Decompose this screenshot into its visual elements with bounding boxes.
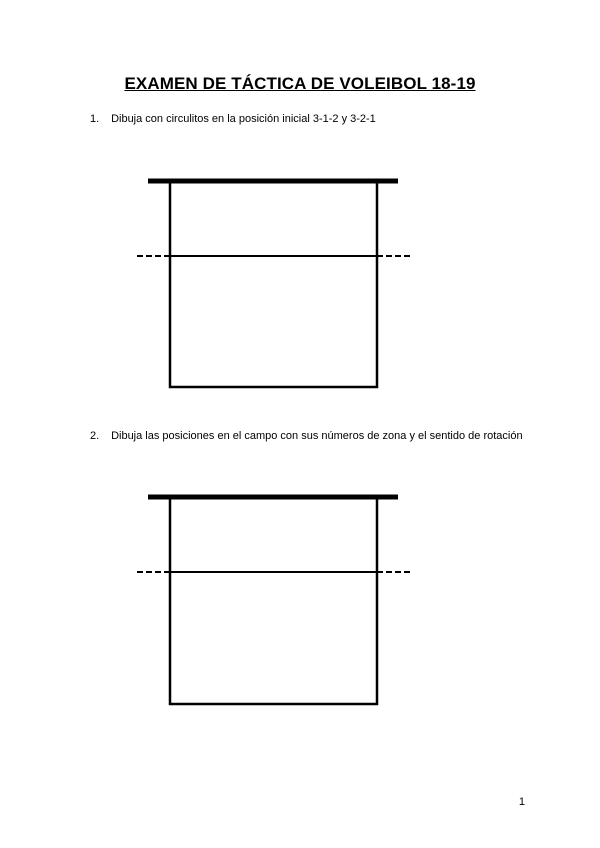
volleyball-court-diagram-1	[0, 170, 600, 395]
volleyball-court-diagram-2	[0, 488, 600, 713]
question-1-text: Dibuja con circulitos en la posición inicial 3-1-2 y 3-2-1	[111, 113, 376, 125]
exam-title: EXAMEN DE TÁCTICA DE VOLEIBOL 18-19	[124, 74, 476, 93]
question-2-number: 2.	[90, 430, 100, 442]
page-number: 1	[518, 796, 525, 808]
question-1-number: 1.	[90, 113, 100, 125]
court-outline	[170, 181, 377, 387]
question-2-text: Dibuja las posiciones en el campo con sus números de zona y el sentido de rotación	[111, 430, 523, 442]
question-2	[90, 430, 523, 442]
court-outline	[170, 497, 377, 704]
question-1	[90, 113, 376, 125]
